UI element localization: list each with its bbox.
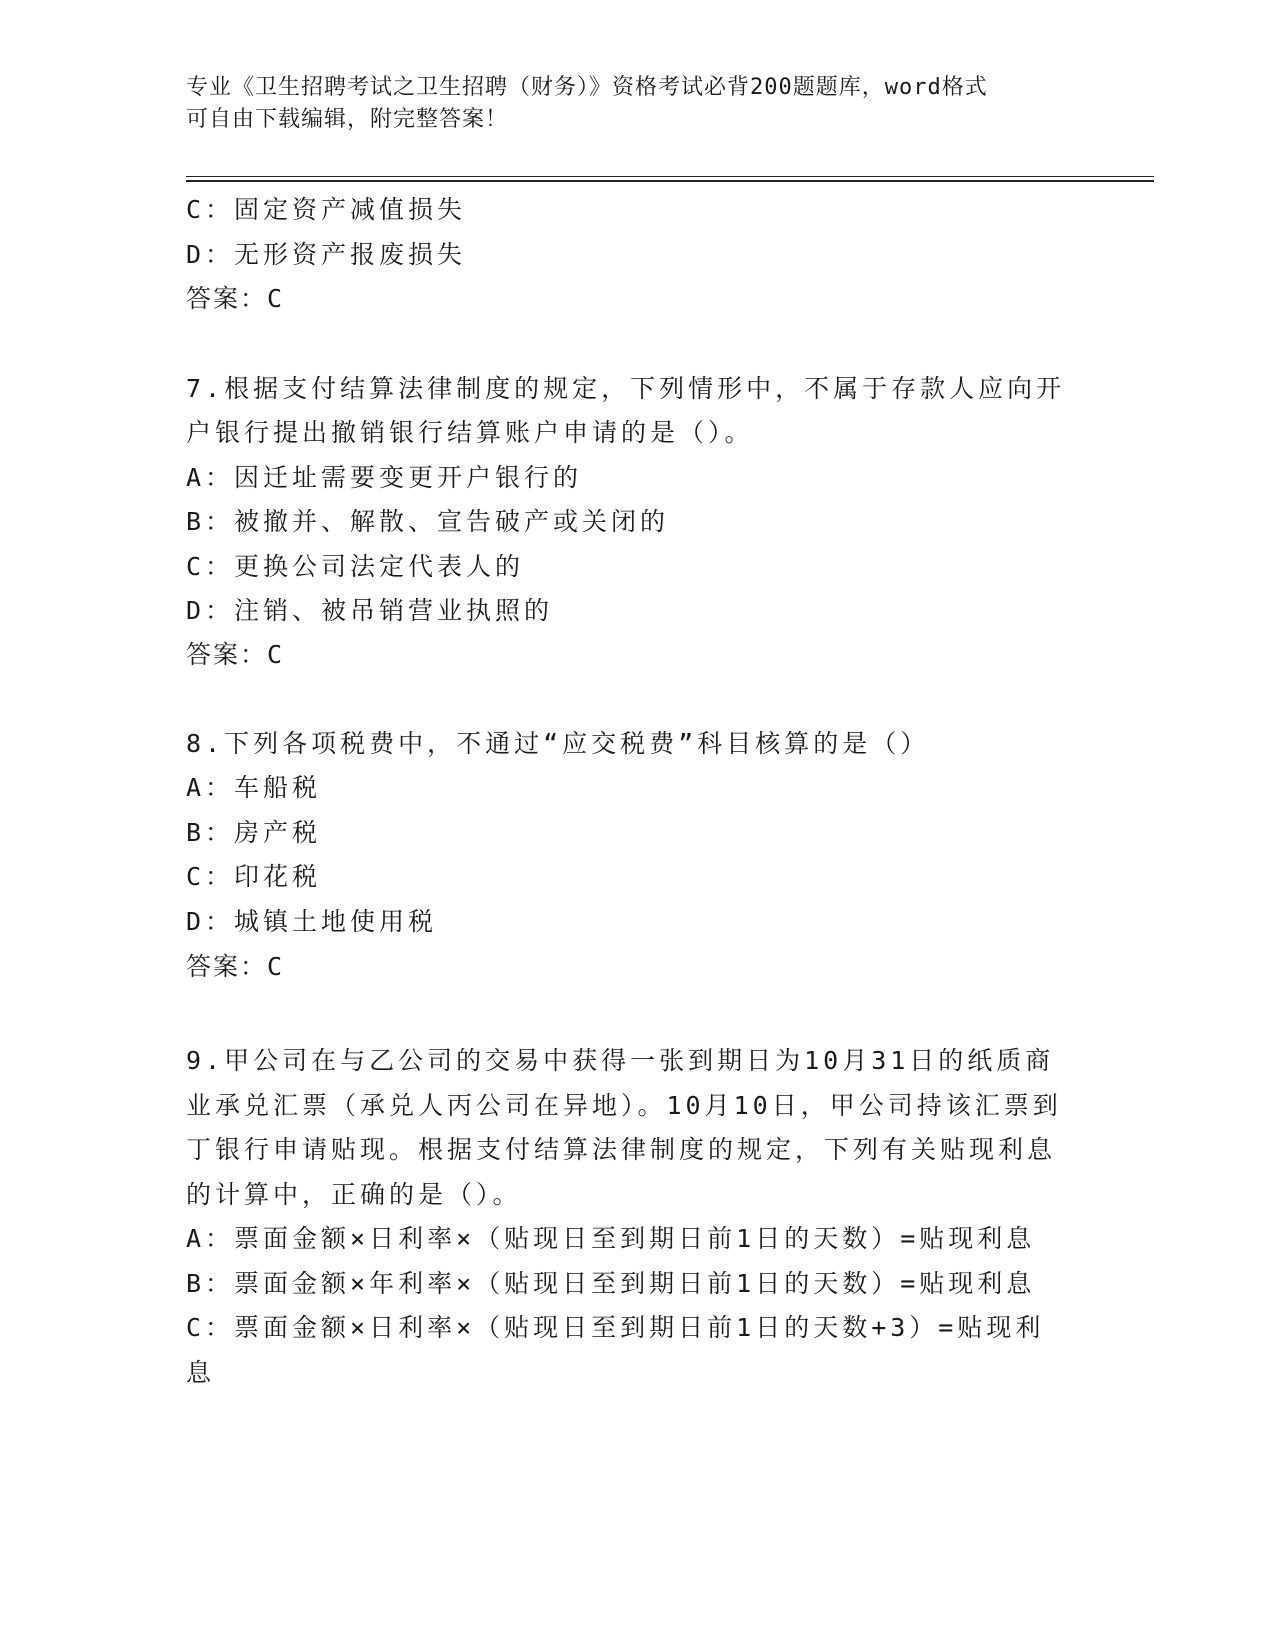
answer: 答案：C [186, 284, 285, 313]
header-line-2: 可自由下载编辑，附完整答案！ [186, 107, 509, 132]
option-c: C：固定资产减值损失 [186, 195, 467, 224]
option-b: B：票面金额×年利率×（贴现日至到期日前1日的天数）=贴现利息 [186, 1269, 1036, 1298]
question-stem-line: 8.下列各项税费中，不通过“应交税费”科目核算的是（） [186, 729, 930, 758]
option-c: C：票面金额×日利率×（贴现日至到期日前1日的天数+3）=贴现利 [186, 1313, 1045, 1342]
option-c: C：更换公司法定代表人的 [186, 552, 525, 581]
option-c-continued: 息 [186, 1358, 216, 1387]
answer: 答案：C [186, 640, 285, 669]
option-d: D：城镇土地使用税 [186, 907, 438, 936]
question-stem-line: 业承兑汇票（承兑人丙公司在异地）。10月10日，甲公司持该汇票到 [186, 1091, 1062, 1120]
option-a: A：车船税 [186, 773, 322, 802]
answer: 答案：C [186, 952, 285, 981]
question-stem-line: 户银行提出撤销银行结算账户申请的是（）。 [186, 418, 754, 447]
question-stem-line: 的计算中，正确的是（）。 [186, 1180, 522, 1209]
option-d: D：注销、被吊销营业执照的 [186, 596, 554, 625]
option-b: B：房产税 [186, 818, 322, 847]
option-c: C：印花税 [186, 862, 322, 891]
option-a: A：票面金额×日利率×（贴现日至到期日前1日的天数）=贴现利息 [186, 1224, 1036, 1253]
header-line-1: 专业《卫生招聘考试之卫生招聘（财务）》资格考试必背200题题库，word格式 [186, 75, 988, 100]
option-a: A：因迁址需要变更开户银行的 [186, 463, 583, 492]
option-d: D：无形资产报废损失 [186, 240, 467, 269]
question-stem-line: 9.甲公司在与乙公司的交易中获得一张到期日为10月31日的纸质商 [186, 1046, 1055, 1075]
question-stem-line: 丁银行申请贴现。根据支付结算法律制度的规定，下列有关贴现利息 [186, 1135, 1057, 1164]
question-stem-line: 7.根据支付结算法律制度的规定，下列情形中，不属于存款人应向开 [186, 374, 1066, 403]
header-divider [186, 176, 1154, 182]
document-header [186, 72, 1086, 136]
option-b: B：被撤并、解散、宣告破产或关闭的 [186, 507, 670, 536]
